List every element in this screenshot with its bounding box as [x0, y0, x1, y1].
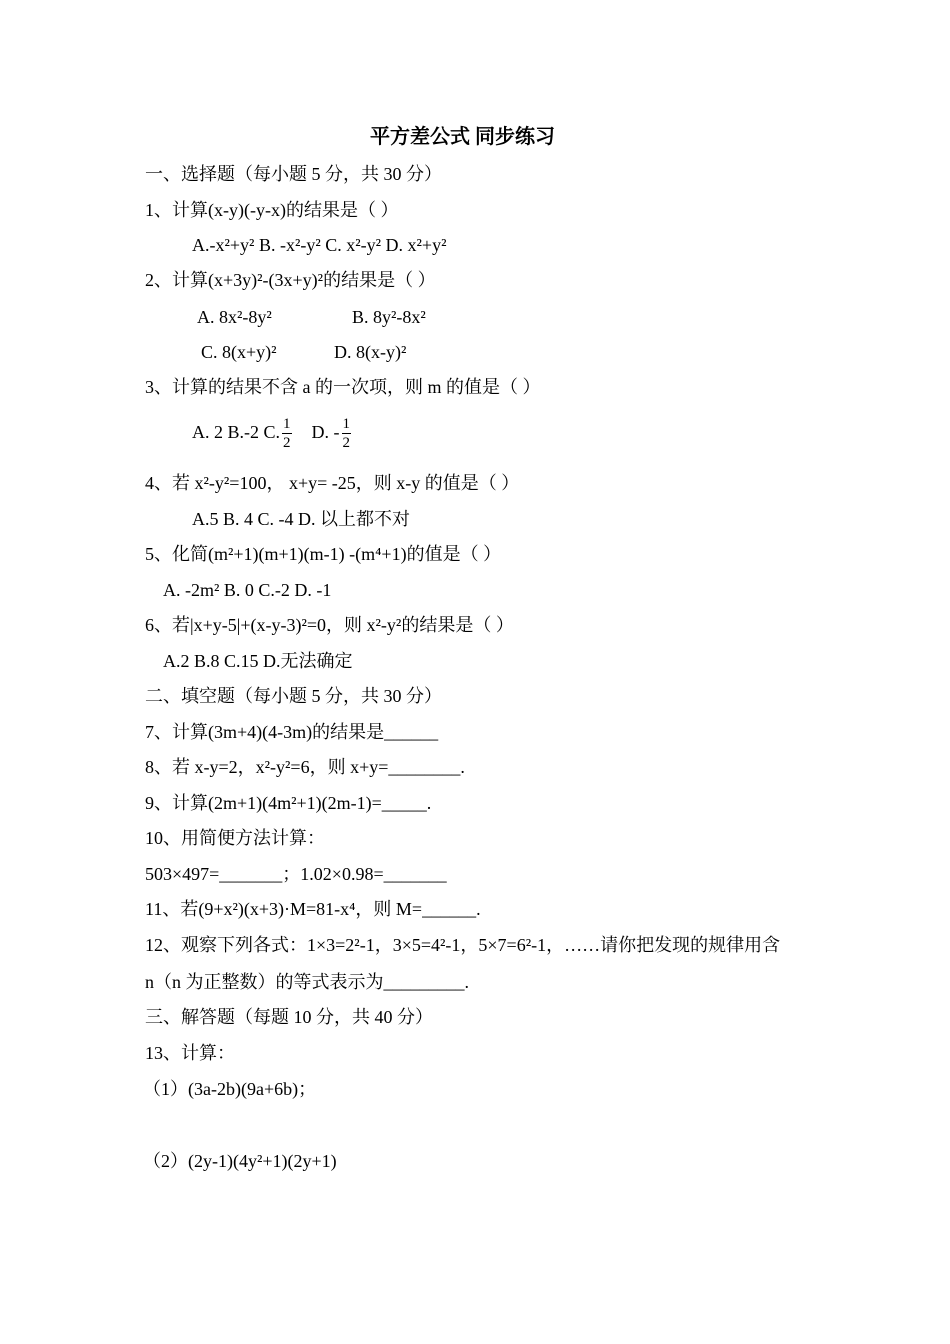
- question-9: 9、计算(2m+1)(4m²+1)(2m-1)=_____.: [145, 793, 432, 813]
- question-11: 11、若(9+x²)(x+3)·M=81-x⁴，则 M=______.: [145, 899, 481, 919]
- fraction-denominator: 2: [342, 435, 351, 452]
- fraction-denominator: 2: [283, 435, 291, 452]
- fraction-numerator: 1: [342, 416, 351, 433]
- question-10-line: 503×497=_______；1.02×0.98=_______: [145, 864, 447, 884]
- section-heading-fill: 二、填空题（每小题 5 分，共 30 分）: [145, 686, 442, 706]
- question-12: 12、观察下列各式：1×3=2²-1，3×5=4²-1，5×7=6²-1，……请你把发现的规律用含: [145, 935, 781, 955]
- fraction-numerator: 1: [283, 416, 291, 433]
- question-5-options: A. -2m² B. 0 C.-2 D. -1: [163, 580, 332, 600]
- section-heading-choice: 一、选择题（每小题 5 分，共 30 分）: [145, 164, 442, 184]
- question-1: 1、计算(x-y)(-y-x)的结果是（ ）: [145, 200, 399, 220]
- question-3-options: [192, 412, 353, 452]
- question-3-option-d: D. -: [311, 422, 340, 442]
- question-3-options-abc: A. 2 B.-2 C.: [192, 422, 281, 442]
- question-12-continued: n（n 为正整数）的等式表示为_________.: [145, 972, 469, 992]
- question-2-option-b: B. 8y²-8x²: [352, 307, 426, 327]
- question-6: 6、若|x+y-5|+(x-y-3)²=0，则 x²-y²的结果是（ ）: [145, 615, 514, 635]
- question-2-option-d: D. 8(x-y)²: [334, 342, 407, 362]
- question-2-option-a: A. 8x²-8y²: [197, 307, 272, 327]
- question-7: 7、计算(3m+4)(4-3m)的结果是______: [145, 722, 439, 742]
- question-5: 5、化简(m²+1)(m+1)(m-1) -(m⁴+1)的值是（ ）: [145, 544, 502, 564]
- question-4-options: A.5 B. 4 C. -4 D. 以上都不对: [192, 509, 411, 529]
- question-13: 13、计算：: [145, 1043, 235, 1063]
- page-title: 平方差公式 同步练习: [370, 126, 555, 148]
- question-6-options: A.2 B.8 C.15 D.无法确定: [163, 651, 353, 671]
- question-1-options: A.-x²+y² B. -x²-y² C. x²-y² D. x²+y²: [192, 235, 447, 255]
- section-heading-solve: 三、解答题（每题 10 分，共 40 分）: [145, 1007, 433, 1027]
- question-4: 4、若 x²-y²=100， x+y= -25，则 x-y 的值是（ ）: [145, 473, 520, 493]
- question-2-option-c: C. 8(x+y)²: [201, 342, 277, 362]
- question-8: 8、若 x-y=2，x²-y²=6，则 x+y=________.: [145, 757, 465, 777]
- fraction-option-d: [342, 415, 352, 452]
- question-13-part-1: （1）(3a-2b)(9a+6b)；: [143, 1079, 317, 1099]
- question-3: 3、计算的结果不含 a 的一次项，则 m 的值是（ ）: [145, 377, 541, 397]
- question-2: 2、计算(x+3y)²-(3x+y)²的结果是（ ）: [145, 270, 436, 290]
- question-13-part-2: （2）(2y-1)(4y²+1)(2y+1): [143, 1151, 337, 1171]
- question-10: 10、用简便方法计算：: [145, 828, 325, 848]
- fraction-option-c: [282, 415, 292, 452]
